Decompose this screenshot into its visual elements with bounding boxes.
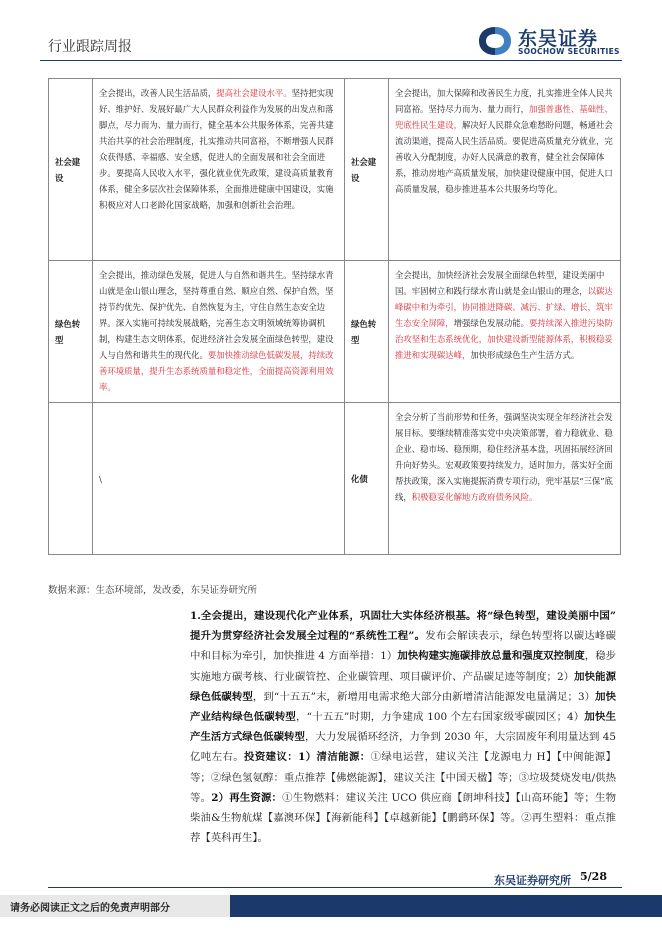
body-text: ，“十五五”时期，力争建成 100 个左右国家级零碳园区；4）	[296, 711, 585, 724]
highlight-text: 以碳达峰碳中和为牵引，协同推进降碳、减污、扩绿、增长，筑牢生态安全屏障，	[395, 286, 613, 328]
bold-text: 投资建议：1）清洁能源：	[244, 751, 371, 764]
left-content-cell	[93, 79, 345, 261]
cell-text: 全会分析了当前形势和任务，强调坚决实现全年经济社会发展目标。要继续精准落实党中央决策部署，着力稳就业、稳企业、稳市场、稳预期，稳住经济基本盘，巩固拓展经济回升向好势头。宏观政策要持续发力，适时加力，落实好全面帮扶政策，深入实施提振消费专项行动，兜牢基层“三保”底线，	[395, 412, 613, 502]
bold-text: 加快构建实施碳排放总量和强度双控制度	[397, 650, 585, 663]
right-content-cell	[389, 403, 621, 555]
cell-text: 加快形成绿色生产生活方式。	[470, 350, 580, 360]
cell-text: 解决好人民群众急难愁盼问题，畅通社会流动渠道，提高人民生活品质。要促进高质量充分就业，完善收入分配制度，办好人民满意的教育，健全社会保障体系，推动房地产高质量发展，加快建设健康中国，促进人口高质量发展，稳步推进基本公共服务均等化。	[395, 120, 613, 194]
highlight-text: 要持续深入推进污染防治攻坚和生态系统优化，加快建设新型能源体系，积极稳妥推进和实现碳达峰，	[395, 318, 613, 360]
bold-text: 加快产业结构绿色低碳转型	[190, 690, 617, 724]
highlight-text: 加强普惠性、基础性、兜底性民生建设，	[395, 104, 613, 130]
page-number: 5/28	[580, 870, 607, 883]
body-text: 发布会解读表示，绿色转型将以碳达峰碳中和目标为牵引，加快推进 4 方面举措：1）	[190, 630, 617, 663]
table-row	[49, 403, 621, 555]
bold-text: 1.全会提出，建设现代化产业体系，巩固壮大实体经济根基。将“绿色转型，建设美丽中国” 提升为贯穿经济社会发展全过程的“系统性工程”。	[190, 610, 616, 643]
header-divider	[40, 60, 622, 61]
footer-disclaimer: 请务必阅读正文之后的免责声明部分	[10, 903, 170, 914]
left-category-cell: 社会建设	[49, 79, 93, 261]
cell-text: 全会提出，加大保障和改善民生力度，扎实推进全体人民共同富裕。坚持尽力而为、量力而行，	[395, 88, 613, 114]
brand-logo	[476, 24, 626, 58]
bold-text: 加快生产生活方式绿色低碳转型	[190, 711, 617, 744]
body-text: ①生物燃料：建议关注 UCO 供应商【朗坤科技】【山高环能】等；生物柴油&生物航煤【嘉澳环保】【海新能科】【卓越新能】【鹏鹞环保】等。②再生塑料：重点推荐【英科再生】。	[190, 791, 616, 845]
highlight-text: 积极稳妥化解地方政府债务风险。	[411, 492, 538, 502]
right-category-cell: 绿色转型	[345, 261, 389, 403]
right-category-cell: 化债	[345, 403, 389, 555]
left-category-cell: 绿色转型	[49, 261, 93, 403]
body-text: ，稳步实施地方碳考核、行业碳管控、企业碳管理、项目碳评价、产品碳足迹等制度；2）	[190, 650, 617, 683]
bold-text: 2）再生资源：	[211, 791, 283, 804]
right-content-cell	[389, 79, 621, 261]
logo-chinese-name: 东吴证券	[518, 28, 599, 50]
highlight-text: 要加快推动绿色低碳发展，持续改善环境质量，提升生态系统质量和稳定性，全面提高资源利用效率。	[99, 350, 334, 392]
body-text: ，到“十五五”末，新增用电需求绝大部分由新增清洁能源发电量满足；3）	[252, 690, 596, 703]
right-category-cell: 社会建设	[345, 79, 389, 261]
right-content-cell	[389, 261, 621, 403]
highlight-text: 提高社会建设水平。	[216, 88, 292, 98]
logo-english-name: SOOCHOW SECURITIES	[518, 47, 620, 56]
footer-org-name: 东吴证券研究所	[494, 874, 571, 887]
cell-text: 全会提出，推动绿色发展，促进人与自然和谐共生。坚持绿水青山就是金山银山理念，坚持尊重自然、顺应自然、保护自然，坚持节约优先、保护优先、自然恢复为主，守住自然生态安全边界。深入实施可持续发展战略，完善生态文明领域统筹协调机制，构建生态文明体系，促进经济社会发展全面绿色转型，建设人与自然和谐共生的现代化。	[99, 270, 334, 360]
cell-text: 全会提出，加快经济社会发展全面绿色转型，建设美丽中国。牢固树立和践行绿水青山就是金山银山的理念，	[395, 270, 605, 296]
body-text: ，大力发展循环经济，力争到 2030 年，大宗固废年利用量达到 45 亿吨左右。	[190, 731, 616, 764]
cell-text: 坚持把实现好、维护好、发展好最广大人民群众利益作为发展的出发点和落脚点，尽力而为、量力而行，健全基本公共服务体系，完善共建共治共享的社会治理制度，扎实推动共同富裕，不断增强人民群众获得感、幸福感、安全感，促进人的全面发展和社会全面进步。要提高人民收入水平，强化就业优先政策，建设高质量教育体系，健全多层次社会保障体系，全面推进健康中国建设，实施积极应对人口老龄化国家战略，加强和创新社会治理。	[99, 88, 334, 210]
logo-mark-icon	[476, 24, 514, 58]
cell-text: 全会提出，改善人民生活品质，	[99, 88, 217, 98]
left-content-cell	[93, 261, 345, 403]
policy-comparison-table	[48, 78, 621, 555]
analysis-paragraph	[190, 606, 616, 848]
left-category-cell	[49, 403, 93, 555]
body-text: ①绿电运营，建议关注【龙源电力 H】【中闽能源】等；②绿色氢氨醇：重点推荐【佛燃能源】，建议关注【中国天楹】等；③垃圾焚烧发电/供热等。	[190, 751, 616, 804]
bold-text: 加快能源绿色低碳转型	[190, 670, 617, 703]
footer-divider	[48, 887, 622, 888]
data-source-note: 数据来源：生态环境部，发改委，东吴证券研究所	[48, 585, 258, 596]
cell-text: \	[99, 473, 102, 484]
left-content-cell	[93, 403, 345, 555]
table-row	[49, 261, 621, 403]
report-type-title: 行业跟踪周报	[48, 39, 132, 55]
table-row	[49, 79, 621, 261]
cell-text: 增强绿色发展动能。	[453, 318, 529, 328]
